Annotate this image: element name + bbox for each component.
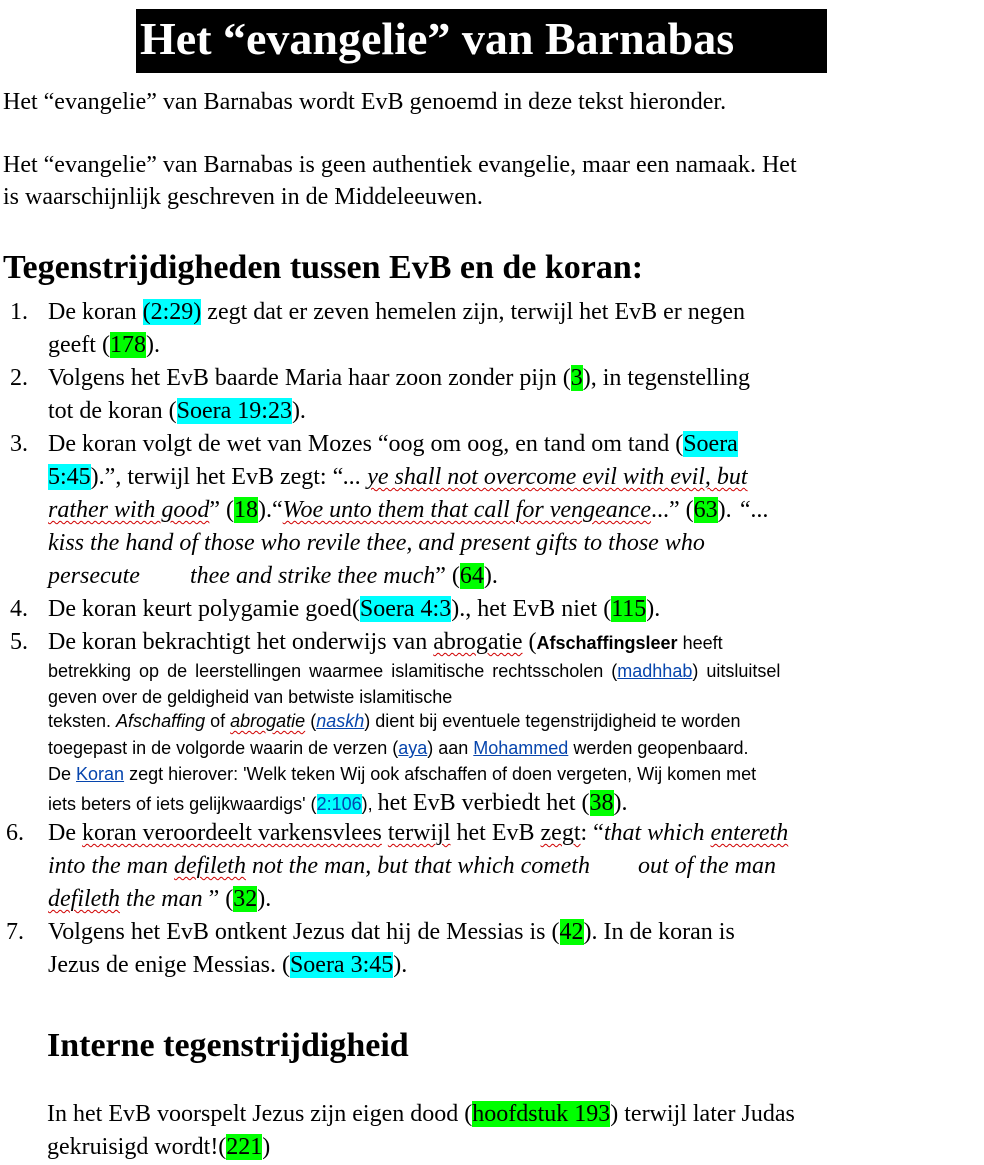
chapter-highlight: 64 <box>459 563 484 589</box>
chapter-highlight: 63 <box>693 497 718 523</box>
chapter-highlight: 115 <box>611 596 647 622</box>
list-item-2-line-2: tot de koran (Soera 19:23). <box>48 398 306 424</box>
list-item-6-line-1: De koran veroordeelt varkensvlees terwijl het EvB zegt: “that which entereth <box>48 820 789 846</box>
list-item-5-line-6: De Koran zegt hierover: 'Welk teken Wij ook afschaffen of doen vergeten, Wij komen met <box>48 764 757 784</box>
list-number: 1. <box>10 299 28 325</box>
list-item-7-line-1: Volgens het EvB ontkent Jezus dat hij de Messias is (42). In de koran is <box>48 919 735 945</box>
chapter-highlight: 18 <box>234 497 258 523</box>
list-item-3-line-1: De koran volgt de wet van Mozes “oog om oog, en tand om tand (Soera <box>48 431 738 457</box>
section-heading-internal: Interne tegenstrijdigheid <box>47 1027 409 1064</box>
intro-paragraph-1: Het “evangelie” van Barnabas wordt EvB genoemd in deze tekst hieronder. <box>3 89 727 115</box>
list-item-6-line-2: into the man defileth not the man, but that which cometh out of the man <box>48 853 776 879</box>
madhhab-link[interactable]: madhhab <box>617 661 693 681</box>
list-number: 5. <box>10 629 28 655</box>
reference-highlight: Soera 4:3 <box>359 596 452 622</box>
aya-link[interactable]: aya <box>398 738 428 758</box>
list-item-5-line-7: iets beters of iets gelijkwaardigs' (2:106), het EvB verbiedt het (38). <box>48 790 628 816</box>
term-label: Afschaffingsleer <box>536 633 678 653</box>
list-item-3-line-5: persecute thee and strike thee much” (64). <box>48 563 498 589</box>
list-item-5-line-2: betrekking op de leerstellingen waarmee islamitische rechtsscholen (madhhab) uitsluitsel <box>48 661 781 681</box>
list-number: 6. <box>6 820 24 846</box>
outro-line-1: In het EvB voorspelt Jezus zijn eigen dood (hoofdstuk 193) terwijl later Judas <box>47 1101 795 1127</box>
list-number: 4. <box>10 596 28 622</box>
page-title: Het “evangelie” van Barnabas <box>136 9 827 73</box>
list-item-3-line-2: 5:45).”, terwijl het EvB zegt: “... ye shall not overcome evil with evil, but <box>48 464 748 490</box>
reference-highlight: Soera 3:45 <box>289 952 394 978</box>
list-item-5-line-3: geven over de geldigheid van betwiste islamitische <box>48 687 453 707</box>
chapter-highlight: 221 <box>226 1134 263 1160</box>
chapter-highlight: 3 <box>570 365 583 391</box>
list-item-1-line-2: geeft (178). <box>48 332 160 358</box>
chapter-highlight: 42 <box>559 919 584 945</box>
list-item-7-line-2: Jezus de enige Messias. (Soera 3:45). <box>48 952 408 978</box>
chapter-highlight: hoofdstuk 193 <box>472 1101 611 1127</box>
chapter-highlight: 32 <box>233 886 258 912</box>
list-number: 3. <box>10 431 28 457</box>
section-heading-contradictions: Tegenstrijdigheden tussen EvB en de koran: <box>3 249 644 286</box>
list-item-1-line-1: De koran (2:29) zegt dat er zeven hemelen zijn, terwijl het EvB er negen <box>48 299 746 325</box>
list-item-4: De koran keurt polygamie goed(Soera 4:3)., het EvB niet (115). <box>48 596 661 622</box>
outro-line-2: gekruisigd wordt!(221) <box>47 1134 271 1160</box>
list-item-3-line-4: kiss the hand of those who revile thee, and present gifts to those who <box>48 530 705 556</box>
quran-2-106-link[interactable]: 2:106 <box>316 794 362 814</box>
list-number: 2. <box>10 365 28 391</box>
list-item-6-line-3: defileth the man ” (32). <box>48 886 272 912</box>
naskh-link[interactable]: naskh <box>316 711 365 731</box>
list-item-5-line-1: De koran bekrachtigt het onderwijs van abrogatie (Afschaffingsleer heeft <box>48 629 723 655</box>
list-item-2-line-1: Volgens het EvB baarde Maria haar zoon zonder pijn (3), in tegenstelling <box>48 365 751 391</box>
reference-highlight: 5:45 <box>48 464 91 490</box>
quote-text: rather with good <box>48 497 210 523</box>
chapter-highlight: 178 <box>109 332 146 358</box>
list-item-5-line-5: toegepast in de volgorde waarin de verzen (aya) aan Mohammed werden geopenbaard. <box>48 738 749 758</box>
koran-link[interactable]: Koran <box>76 764 125 784</box>
quote-text: Woe unto them that call for vengeance <box>282 497 652 523</box>
chapter-highlight: 38 <box>589 790 614 816</box>
list-item-3-line-3: rather with good” (18).“Woe unto them that call for vengeance...” (63). “... <box>48 497 770 523</box>
mohammed-link[interactable]: Mohammed <box>473 738 569 758</box>
intro-paragraph-2-line-1: Het “evangelie” van Barnabas is geen authentiek evangelie, maar een namaak. Het <box>3 152 797 178</box>
intro-paragraph-2-line-2: is waarschijnlijk geschreven in de Middeleeuwen. <box>3 184 483 210</box>
list-number: 7. <box>6 919 24 945</box>
list-item-5-line-4: teksten. Afschaffing of abrogatie (naskh) dient bij eventuele tegenstrijdigheid te worden <box>48 711 741 731</box>
reference-highlight: Soera 19:23 <box>176 398 292 424</box>
reference-highlight: (2:29) <box>142 299 202 325</box>
quote-text: ye shall not overcome evil with evil, but <box>367 464 748 490</box>
reference-highlight: Soera <box>683 431 738 457</box>
